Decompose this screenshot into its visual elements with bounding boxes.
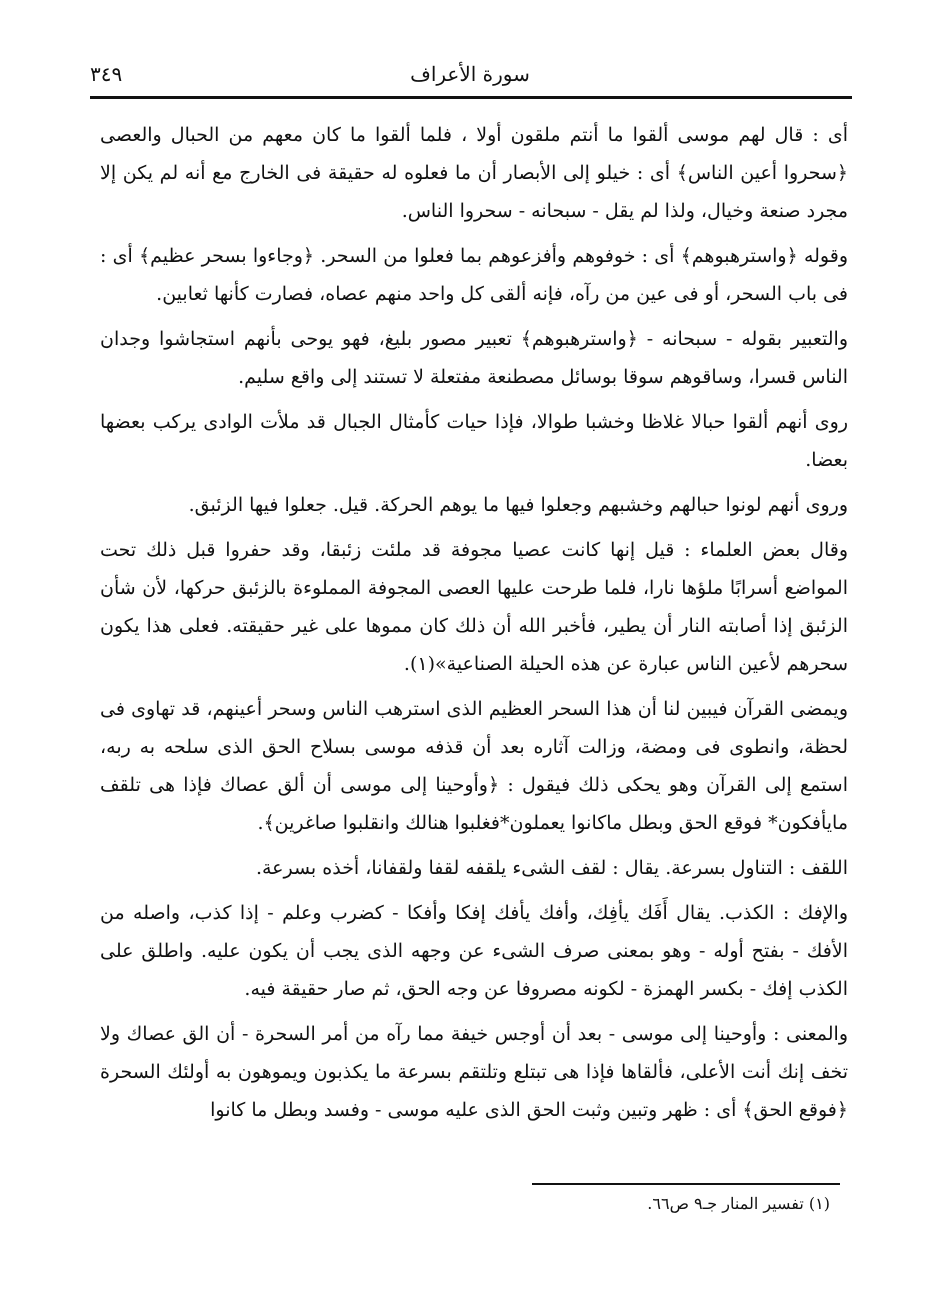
body-text <box>100 116 848 1136</box>
paragraph-4: روى أنهم ألقوا حبالا غلاظا وخشبا طوالا، فإذا حيات كأمثال الجبال قد ملأت الوادى يركب بعضها بعضا. <box>100 411 848 471</box>
footnote-divider <box>532 1183 840 1185</box>
paragraph-8: اللقف : التناول بسرعة. يقال : لقف الشىء يلقفه لقفا ولقفانا، أخذه بسرعة. <box>255 857 848 879</box>
paragraph-1: أى : قال لهم موسى ألقوا ما أنتم ملقون أولا ، فلما ألقوا ما كان معهم من الحبال والعصى ﴿سحروا أعين الناس﴾ أى : خيلو إلى الأبصار أن ما فعلوه له حقيقة فى الخارج مع أنه لم يكن إلا مجرد صنعة وخيال، ولذا لم يقل - سبحانه - سحروا الناس. <box>100 124 848 222</box>
paragraph-10: والمعنى : وأوحينا إلى موسى - بعد أن أوجس خيفة مما رآه من أمر السحرة - أن الق عصاك ولا تخف إنك أنت الأعلى، فألقاها فإذا هى تبتلع وتلتقم بسرعة ما يكذبون ويموهون به أولئك السحرة ﴿فوقع الحق﴾ أى : ظهر وتبين وثبت الحق الذى عليه موسى - وفسد وبطل ما كانوا <box>100 1023 848 1121</box>
footnote: (١) تفسير المنار جـ٩ ص٦٦. <box>647 1194 830 1213</box>
paragraph-9: والإفك : الكذب. يقال أَفَك يأفِك، وأفك يأفك إفكا وأفكا - كضرب وعلم - إذا كذب، واصله من الأفك - بفتح أوله - وهو بمعنى صرف الشىء عن وجهه الذى يجب أن يكون عليه. واطلق على الكذب إفك - بكسر الهمزة - لكونه مصروفا عن وجه الحق، ثم صار حقيقة فيه. <box>100 902 848 1000</box>
paragraph-3: والتعبير بقوله - سبحانه - ﴿واسترهبوهم﴾ تعبير مصور بليغ، فهو يوحى بأنهم استجاشوا وجدان الناس قسرا، وساقوهم سوقا بوسائل مصطنعة مفتعلة لا تستند إلى واقع سليم. <box>100 328 848 388</box>
paragraph-6: وقال بعض العلماء : قيل إنها كانت عصيا مجوفة قد ملئت زئبقا، وقد حفروا قبل ذلك تحت المواضع أسرابًا ملؤها نارا، فلما طرحت عليها العصى المجوفة المملوءة بالزئبق حركها، لأن شأن الزئبق إذا أصابته النار أن يطير، فأخبر الله أن ذلك كان مموها على غير حقيقته. فعلى هذا يكون سحرهم لأعين الناس عبارة عن هذه الحيلة الصناعية»(١). <box>100 539 848 675</box>
header-divider <box>90 96 852 99</box>
surah-title: سورة الأعراف <box>410 62 530 86</box>
page-header <box>90 56 850 96</box>
page-number: ٣٤٩ <box>90 62 123 86</box>
paragraph-5: وروى أنهم لونوا حبالهم وخشبهم وجعلوا فيها ما يوهم الحركة. قيل. جعلوا فيها الزئبق. <box>188 494 848 516</box>
paragraph-2: وقوله ﴿واسترهبوهم﴾ أى : خوفوهم وأفزعوهم بما فعلوا من السحر. ﴿وجاءوا بسحر عظيم﴾ أى : فى باب السحر، أو فى عين من رآه، فإنه ألقى كل واحد منهم عصاه، فصارت كأنها ثعابين. <box>100 245 848 305</box>
paragraph-7: ويمضى القرآن فيبين لنا أن هذا السحر العظيم الذى استرهب الناس وسحر أعينهم، قد تهاوى فى لحظة، وانطوى فى ومضة، وزالت آثاره بعد أن قذفه موسى بسلاح الحق الذى سلحه به ربه، استمع إلى القرآن وهو يحكى ذلك فيقول : ﴿وأوحينا إلى موسى أن ألق عصاك فإذا هى تلقف مايأفكون* فوقع الحق وبطل ماكانوا يعملون*فغلبوا هنالك وانقلبوا صاغرين﴾. <box>100 698 848 834</box>
